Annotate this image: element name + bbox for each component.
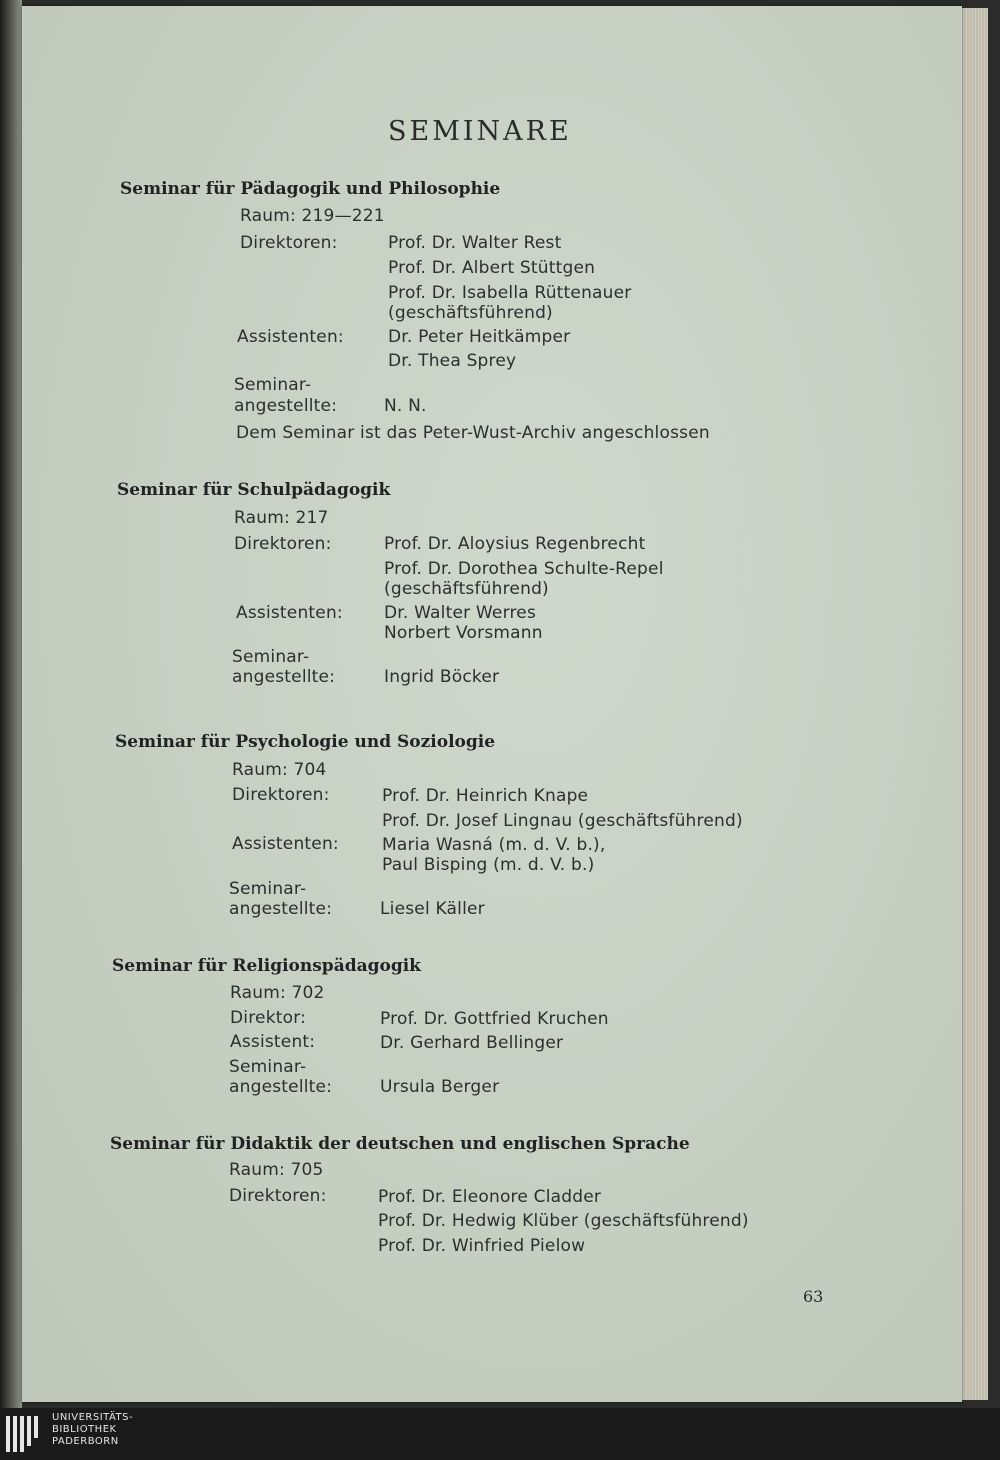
- director-name: Prof. Dr. Heinrich Knape: [382, 786, 589, 806]
- staff-label: angestellte:: [232, 667, 336, 687]
- page-number: 63: [803, 1287, 824, 1306]
- book-fore-edge: [962, 8, 988, 1400]
- assistants-label: Assistenten:: [237, 327, 344, 347]
- directors-label: Direktoren:: [229, 1186, 327, 1206]
- director-name: Prof. Dr. Albert Stüttgen: [388, 258, 596, 278]
- director-name: Prof. Dr. Dorothea Schulte-Repel: [384, 559, 664, 579]
- library-footer: [0, 1408, 1000, 1460]
- staff-label: Seminar-: [229, 879, 307, 899]
- room-line: Raum: 702: [230, 983, 325, 1003]
- section-heading: Seminar für Pädagogik und Philosophie: [120, 179, 501, 199]
- director-name: Prof. Dr. Josef Lingnau (geschäftsführend): [382, 811, 743, 831]
- assistant-name: Dr. Walter Werres: [384, 603, 537, 623]
- assistants-label: Assistenten:: [236, 603, 343, 623]
- staff-label: Seminar-: [229, 1057, 307, 1077]
- director-note: (geschäftsführend): [384, 579, 549, 599]
- room-line: Raum: 704: [232, 760, 327, 780]
- assistants-label: Assistenten:: [232, 834, 339, 854]
- assistants-label: Assistent:: [230, 1032, 316, 1052]
- director-name: Prof. Dr. Aloysius Regenbrecht: [384, 534, 646, 554]
- director-name: Prof. Dr. Hedwig Klüber (geschäftsführend): [378, 1211, 749, 1231]
- staff-label: angestellte:: [234, 396, 338, 416]
- staff-name: Ursula Berger: [380, 1077, 500, 1097]
- assistant-name: Maria Wasná (m. d. V. b.),: [382, 835, 606, 855]
- section-heading: Seminar für Psychologie und Soziologie: [115, 732, 496, 752]
- library-name-line: PADERBORN: [52, 1436, 119, 1447]
- assistant-name: Dr. Gerhard Bellinger: [380, 1033, 564, 1053]
- directors-label: Direktoren:: [240, 233, 338, 253]
- assistant-name: Dr. Peter Heitkämper: [388, 327, 571, 347]
- assistant-name: Paul Bisping (m. d. V. b.): [382, 855, 595, 875]
- staff-name: N. N.: [384, 396, 427, 416]
- section-heading: Seminar für Schulpädagogik: [117, 480, 391, 500]
- director-note: (geschäftsführend): [388, 303, 553, 323]
- assistant-name: Dr. Thea Sprey: [388, 351, 517, 371]
- section-heading: Seminar für Religionspädagogik: [112, 956, 421, 976]
- director-name: Prof. Dr. Gottfried Kruchen: [380, 1009, 609, 1029]
- director-name: Prof. Dr. Walter Rest: [388, 233, 562, 253]
- directors-label: Direktoren:: [234, 534, 332, 554]
- section-note: Dem Seminar ist das Peter-Wust-Archiv angeschlossen: [236, 423, 710, 443]
- section-heading: Seminar für Didaktik der deutschen und englischen Sprache: [110, 1134, 690, 1154]
- library-logo-icon: [6, 1414, 44, 1454]
- staff-label: Seminar-: [234, 375, 312, 395]
- library-name-line: BIBLIOTHEK: [52, 1424, 117, 1435]
- staff-name: Liesel Käller: [380, 899, 485, 919]
- room-line: Raum: 705: [229, 1160, 324, 1180]
- director-name: Prof. Dr. Isabella Rüttenauer: [388, 283, 632, 303]
- library-name-line: UNIVERSITÄTS-: [52, 1412, 134, 1423]
- staff-name: Ingrid Böcker: [384, 667, 500, 687]
- staff-label: angestellte:: [229, 899, 333, 919]
- book-gutter: [0, 0, 22, 1408]
- room-line: Raum: 219—221: [240, 206, 385, 226]
- staff-label: angestellte:: [229, 1077, 333, 1097]
- directors-label: Direktor:: [230, 1008, 307, 1028]
- room-line: Raum: 217: [234, 508, 329, 528]
- staff-label: Seminar-: [232, 647, 310, 667]
- director-name: Prof. Dr. Eleonore Cladder: [378, 1187, 602, 1207]
- directors-label: Direktoren:: [232, 785, 330, 805]
- page-title: SEMINARE: [388, 116, 572, 147]
- director-name: Prof. Dr. Winfried Pielow: [378, 1236, 586, 1256]
- assistant-name: Norbert Vorsmann: [384, 623, 543, 643]
